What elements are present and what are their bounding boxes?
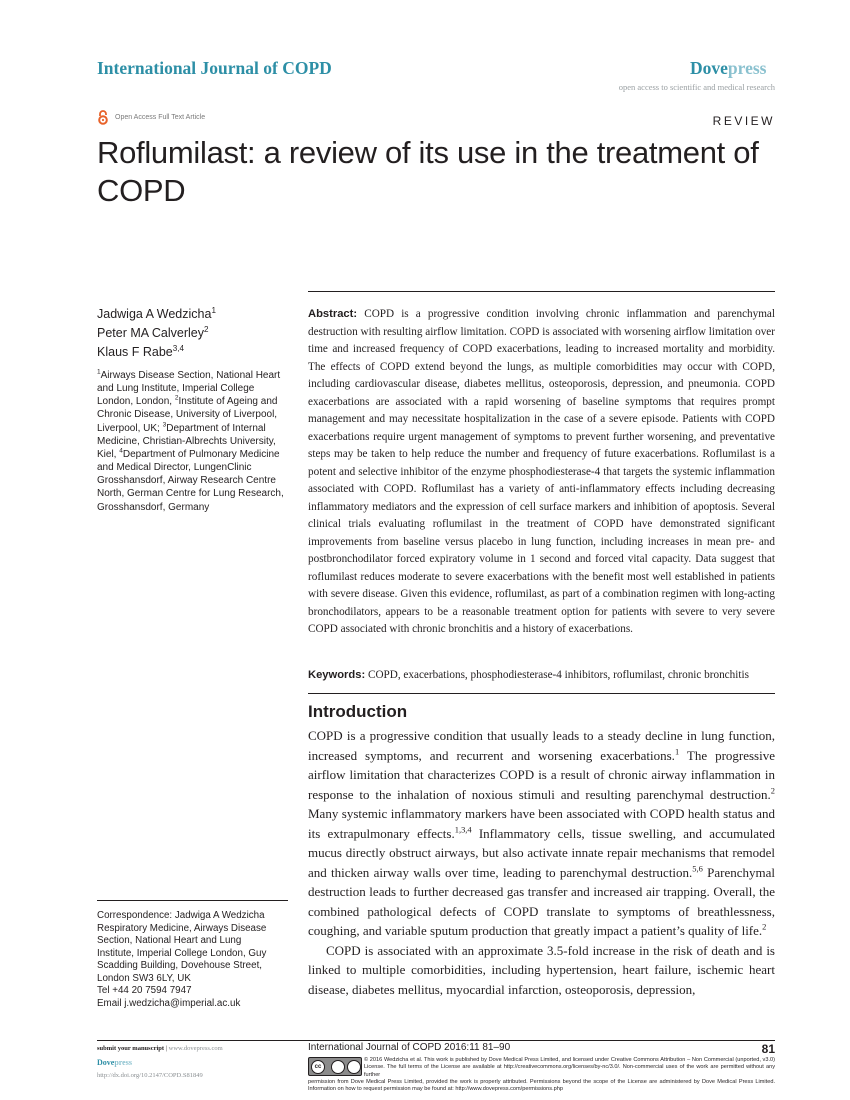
open-access-icon [97,110,109,125]
author: Klaus F Rabe$^{3,4}$ [97,343,185,359]
journal-name: International Journal of COPD [97,58,332,78]
divider [308,291,775,292]
brand-main: Dove [690,58,728,78]
abstract [308,306,775,639]
author: Peter MA Calverley$^2$ [97,324,209,340]
dovepress-logo [690,58,766,79]
submit-link[interactable]: www.dovepress.com [168,1045,223,1052]
tagline: open access to scientific and medical research [618,82,775,92]
keywords [308,667,775,685]
paragraph: COPD is a progressive condition that usually leads to a steady decline in lung function, increased symptoms, and recurrent and worsening exacerbations.$^1$ The progressive airflow limitation that characterizes COPD is a result of chronic airway inflammation in response to the inhalation of noxious stimuli and resulting parenchymal destruction.$^2$ Many systemic inflammatory markers have been associated with COPD health status and its extrapulmonary effects.$^{1,3,4}$ Inflammatory cells, tissue swelling, and accumulated mucus directly obstruct airways, but also activate innate repair mechanisms that remodel and thicken airway walls over time, leading to parenchymal destruction.$^{5,6}$ Parenchymal destruction leads to further decreased gas transfer and increased air trapping. Overall, the combined pathological defects of COPD translate to symptoms of breathlessness, coughing, and variable sputum production that greatly impact a patient’s quality of life.$^2$ [308,728,776,938]
abstract-label: Abstract: [308,308,358,320]
introduction-body [308,726,775,999]
doi-link[interactable]: http://dx.doi.org/10.2147/COPD.S81849 [97,1072,203,1079]
paragraph: COPD is associated with an approximate 3.5-fold increase in the risk of death and is linked to multiple comorbidities, including hypertension, heart failure, ischemic heart disease, diabetes mellitus, myocardial infarction, osteoporosis, depression, [308,942,775,997]
license-text: © 2016 Wedzicha et al. This work is published by Dove Medical Press Limited, and licensed under Creative Commons Attribution – Non Commercial (unported, v3.0) License. The full terms of the License are available at http://creativecommons.org/licenses/by-nc/3.0/. Non-commercial uses of the work are permitted without any further [364,1057,775,1078]
citation: International Journal of COPD 2016:11 81–90 [308,1042,511,1053]
open-access-label: Open Access Full Text Article [115,114,206,121]
abstract-text: COPD is a progressive condition involving chronic inflammation and parenchymal destruction with resulting airflow limitation. COPD is associated with worsening airflow limitation over time and increased frequency of COPD exacerbations, leading to increased mortality and morbidity. The effects of COPD extend beyond the lungs, as multiple comorbidities may occur with COPD, including cardiovascular disease, diabetes mellitus, osteoporosis, depression, and pneumonia. COPD exacerbations are associated with a rapid worsening of baseline symptoms that requires prompt management and may necessitate hospitalization in the case of a severe episode. Patients with COPD exacerbations require urgent management of symptoms to prevent further worsening, and preventative steps may be taken to help reduce the number and frequency of future exacerbations. Roflumilast is a potent and selective inhibitor of the enzyme phosphodiesterase-4 that targets the systemic inflammation associated with COPD. Roflumilast has a variety of anti-inflammatory effects including decreasing inflammatory mediators and the expression of cell surface markers and inhibition of apoptosis. Several clinical trials evaluating roflumilast in the treatment of COPD have demonstrated significant improvements from baseline versus placebo in lung function, including increases in mean pre- and postbronchodilator forced expiratory volume in 1 second and forced vital capacity. Data suggest that roflumilast reduces moderate to severe exacerbations with the benefit most well established in patients with severe disease. Given this evidence, roflumilast, as part of a combination regimen with long-acting bronchodilators, appears to be a reasonable treatment option for patients with severe to very severe COPD associated with chronic bronchitis and a history of exacerbations. [308,308,775,635]
page-number: 81 [761,1042,775,1056]
affiliations: $^1$Airways Disease Section, National Heart and Lung Institute, Imperial College London, London, $^2$Institute of Ageing and Chronic Disease, University of Liverpool, Liverpool, UK; $^3$Department of Internal Medicine, Christian-Albrechts University, Kiel, $^4$Department of Pulmonary Medicine and Medical Director, LungenClinic Grosshansdorf, Airway Research Centre North, German Centre for Lung Research, Grosshansdorf, Germany [97,368,284,513]
section-heading: Introduction [308,702,408,721]
creative-commons-badge[interactable] [308,1057,362,1076]
noncommercial-icon [347,1060,361,1074]
brand-suffix: press [727,58,767,78]
correspondence: Correspondence: Jadwiga A Wedzicha Respiratory Medicine, Airways Disease Section, National Heart and Lung Institute, Imperial College London, Guy Scadding Building, Dovehouse Street, London SW3 6LY, UK Tel +44 20 7594 7947 Email j.wedzicha@imperial.ac.uk [97,910,293,1010]
license-text-continued: permission from Dove Medical Press Limited, provided the work is properly attributed. Permissions beyond the scope of the License are administered by Dove Medical Press Limited. Information on how to request permission may be found at: http://www.dovepress.com/permissions.php [308,1079,775,1093]
keywords-label: Keywords: [308,669,366,681]
article-type: REVIEW [712,114,775,128]
footer-logo: Dovepress [97,1058,132,1067]
divider [97,1040,775,1041]
attribution-icon [331,1060,345,1074]
submit-manuscript: submit your manuscript | www.dovepress.com [97,1045,223,1052]
cc-icon: cc [311,1060,325,1074]
article-title: Roflumilast: a review of its use in the treatment of COPD [97,135,759,208]
divider [308,693,775,694]
keywords-text: COPD, exacerbations, phosphodiesterase-4 inhibitors, roflumilast, chronic bronchitis [368,669,749,681]
author: Jadwiga A Wedzicha$^1$ [97,305,216,321]
author-list [97,305,297,362]
submit-label: submit your manuscript [97,1045,165,1052]
divider [97,900,288,901]
email-link[interactable]: Email j.wedzicha@imperial.ac.uk [97,997,241,1009]
